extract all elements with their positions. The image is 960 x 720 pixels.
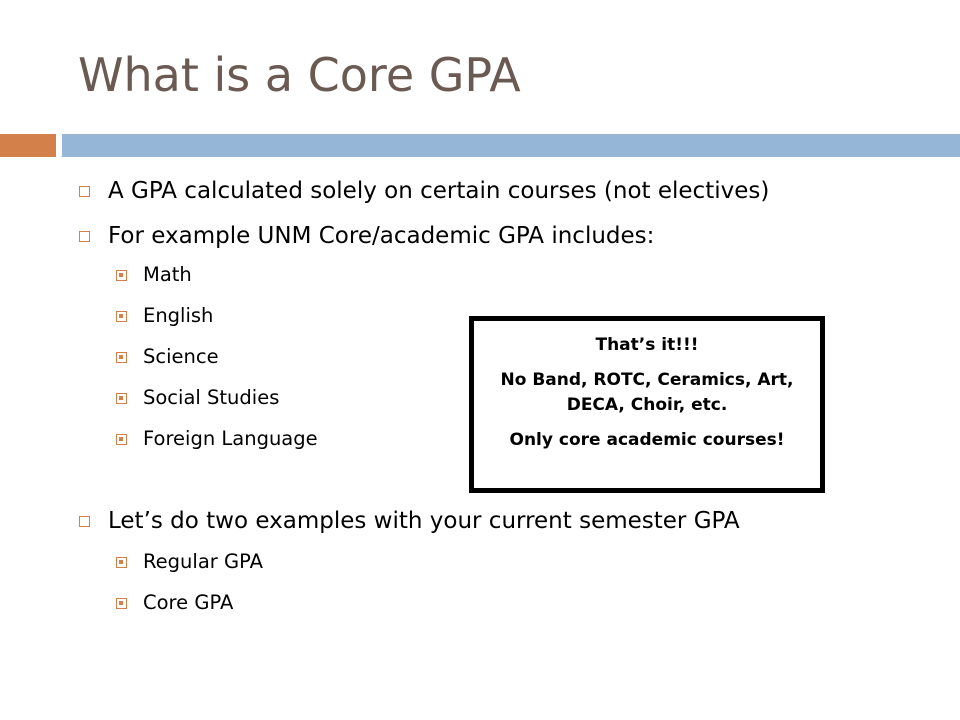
hollow-square-bullet-icon	[79, 231, 90, 242]
filled-square-bullet-icon	[116, 393, 127, 404]
sub-bullet-text: Science	[143, 345, 219, 368]
sub-bullet-item	[76, 548, 946, 576]
filled-square-bullet-icon	[116, 598, 127, 609]
sub-bullet-text: Math	[143, 263, 192, 286]
sub-bullet-item	[76, 589, 946, 617]
callout-line: Only core academic courses!	[509, 430, 785, 450]
callout-line: No Band, ROTC, Ceramics, Art, DECA, Choir, etc.	[500, 370, 794, 415]
filled-square-bullet-icon	[116, 311, 127, 322]
bullet-text: Let’s do two examples with your current semester GPA	[108, 508, 740, 534]
sub-bullet-item	[76, 261, 946, 289]
sub-bullet-text: English	[143, 304, 214, 327]
filled-square-bullet-icon	[116, 557, 127, 568]
filled-square-bullet-icon	[116, 434, 127, 445]
bullet-item	[76, 220, 946, 253]
hollow-square-bullet-icon	[79, 186, 90, 197]
accent-bar-blue	[62, 134, 960, 157]
filled-square-bullet-icon	[116, 270, 127, 281]
bullet-text: For example UNM Core/academic GPA includes:	[108, 223, 655, 249]
callout-box	[469, 316, 825, 493]
sub-bullet-list	[76, 548, 946, 617]
bullet-item	[76, 505, 946, 538]
sub-bullet-text: Social Studies	[143, 386, 280, 409]
sub-bullet-text: Core GPA	[143, 591, 234, 614]
bullet-item	[76, 175, 808, 208]
callout-line: That’s it!!!	[595, 335, 699, 355]
filled-square-bullet-icon	[116, 352, 127, 363]
hollow-square-bullet-icon	[79, 516, 90, 527]
sub-bullet-text: Regular GPA	[143, 550, 263, 573]
slide-title: What is a Core GPA	[78, 48, 521, 102]
accent-bar-orange	[0, 134, 56, 157]
bullet-text: A GPA calculated solely on certain courses (not electives)	[108, 178, 770, 204]
sub-bullet-text: Foreign Language	[143, 427, 318, 450]
